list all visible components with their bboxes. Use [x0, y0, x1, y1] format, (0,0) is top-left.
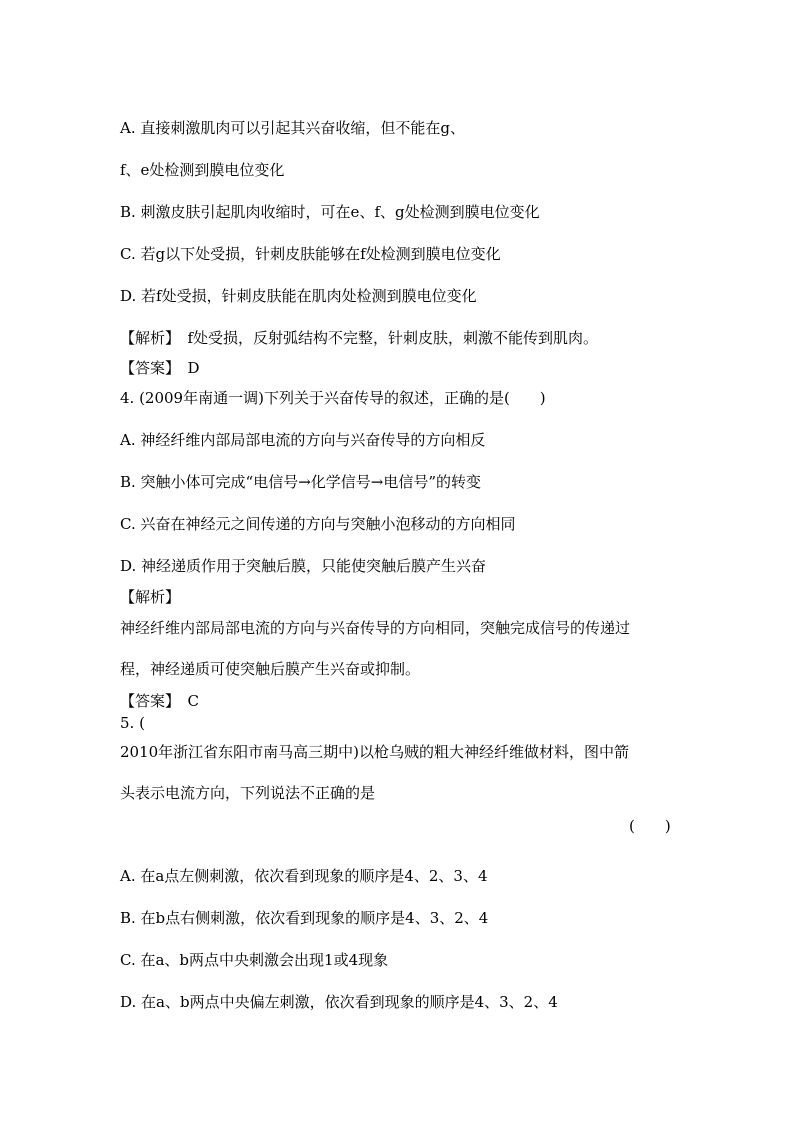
q5-option-a: A. 在a点左侧刺激，依次看到现象的顺序是4、2、3、4 — [120, 867, 488, 885]
q5-option-c: C. 在a、b两点中央刺激会出现1或4现象 — [120, 951, 389, 969]
q5-number: 5. ( — [120, 714, 145, 732]
q4-option-a: A. 神经纤维内部局部电流的方向与兴奋传导的方向相反 — [120, 431, 486, 449]
q4-option-b: B. 突触小体可完成“电信号→化学信号→电信号”的转变 — [120, 473, 482, 491]
q3-option-b: B. 刺激皮肤引起肌肉收缩时，可在e、f、g处检测到膜电位变化 — [120, 203, 540, 221]
q3-analysis: 【解析】 f处受损，反射弧结构不完整，针刺皮肤，刺激不能传到肌肉。 — [120, 329, 599, 347]
q3-option-c: C. 若g以下处受损，针刺皮肤能够在f处检测到膜电位变化 — [120, 245, 501, 263]
q4-analysis-line2: 程，神经递质可使突触后膜产生兴奋或抑制。 — [120, 660, 421, 678]
q3-option-a-line1: A. 直接刺激肌肉可以引起其兴奋收缩，但不能在g、 — [120, 119, 465, 137]
q4-stem: 4. (2009年南通一调)下列关于兴奋传导的叙述，正确的是( ) — [120, 389, 546, 407]
q3-answer: 【答案】 D — [120, 359, 200, 377]
q3-option-d: D. 若f处受损，针刺皮肤能在肌肉处检测到膜电位变化 — [120, 287, 477, 305]
q5-answer-bracket: ( ) — [629, 817, 671, 835]
q4-answer: 【答案】 C — [120, 692, 199, 710]
q4-option-c: C. 兴奋在神经元之间传递的方向与突触小泡移动的方向相同 — [120, 515, 516, 533]
q3-option-a-line2: f、e处检测到膜电位变化 — [120, 161, 285, 179]
q5-option-b: B. 在b点右侧刺激，依次看到现象的顺序是4、3、2、4 — [120, 909, 489, 927]
q4-analysis-line1: 神经纤维内部局部电流的方向与兴奋传导的方向相同，突触完成信号的传递过 — [120, 619, 631, 637]
q4-option-d: D. 神经递质作用于突触后膜，只能使突触后膜产生兴奋 — [120, 557, 487, 575]
q5-stem-line1: 2010年浙江省东阳市南马高三期中)以枪乌贼的粗大神经纤维做材料，图中箭 — [120, 743, 630, 761]
q5-option-d: D. 在a、b两点中央偏左刺激，依次看到现象的顺序是4、3、2、4 — [120, 993, 558, 1011]
q5-stem-line2: 头表示电流方向，下列说法不正确的是 — [120, 784, 376, 802]
q4-analysis-label: 【解析】 — [120, 588, 181, 606]
